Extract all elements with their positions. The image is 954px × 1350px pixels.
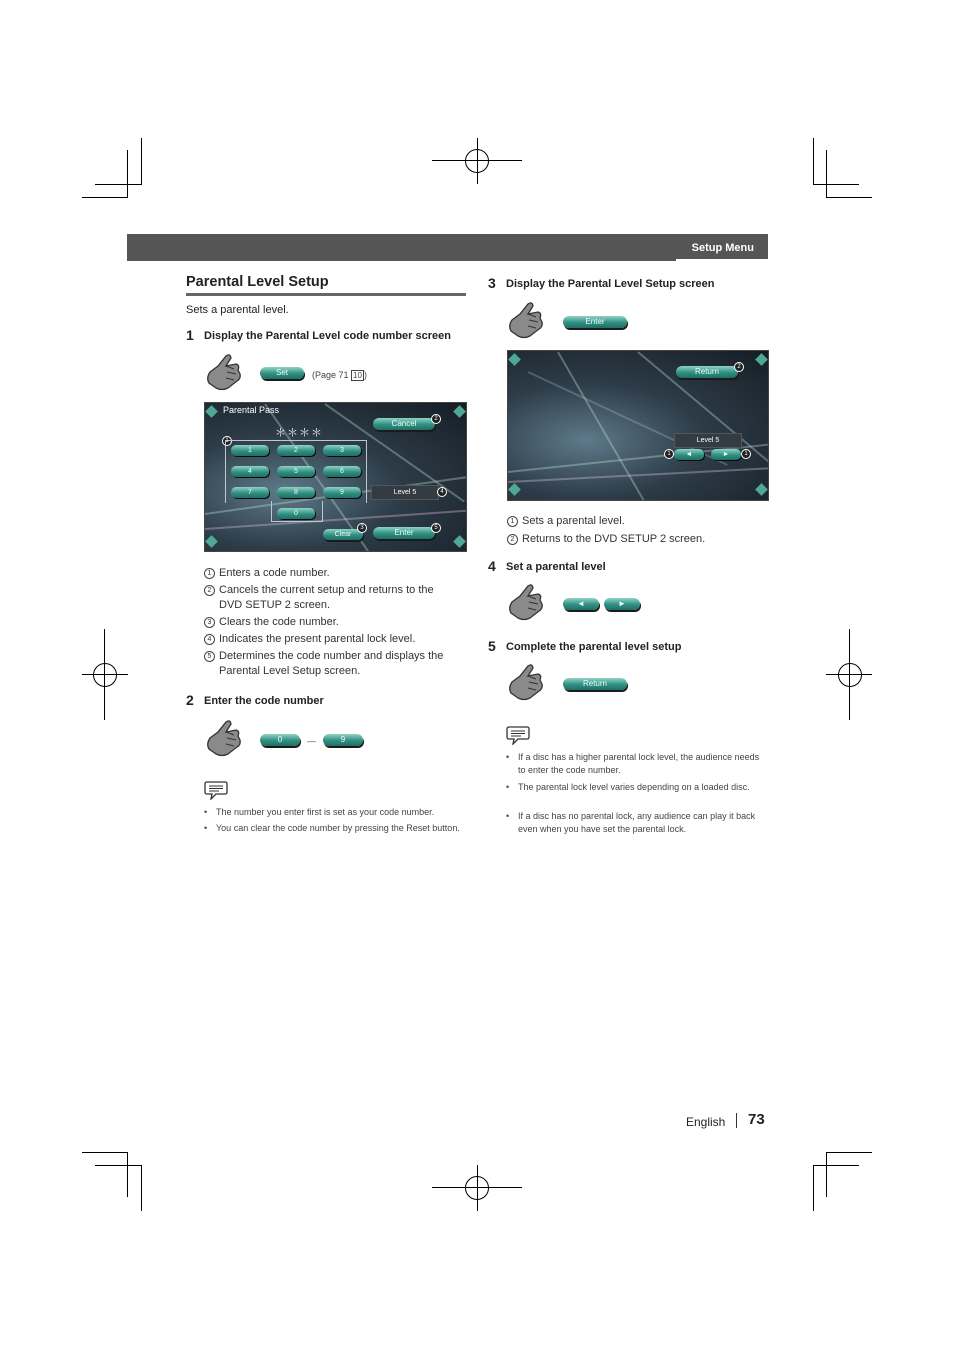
header-underline: [676, 259, 768, 261]
description-item: [204, 664, 466, 679]
description-item: [507, 532, 769, 547]
corner-marker-icon: [453, 535, 466, 548]
description-text: Indicates the present parental lock level.: [219, 633, 416, 645]
return-button[interactable]: Return: [676, 366, 738, 378]
note-text: The parental lock level varies depending on a loaded disc.: [518, 782, 750, 792]
step-number: 3: [488, 275, 496, 291]
keypad-key-4[interactable]: 4: [231, 466, 269, 477]
screen2-description: [507, 514, 769, 547]
parental-pass-screen: [204, 402, 467, 552]
description-text: Enters a code number.: [219, 567, 330, 579]
hand-touch-icon: [506, 582, 546, 622]
keypad-key-6[interactable]: 6: [323, 466, 361, 477]
crop-mark: [813, 1165, 859, 1166]
step-number: 5: [488, 638, 496, 654]
description-text: Determines the code number and displays the: [219, 650, 444, 662]
description-text: Clears the code number.: [219, 616, 339, 628]
step-heading: Display the Parental Level Setup screen: [506, 278, 715, 290]
step-number: 4: [488, 558, 496, 574]
corner-marker-icon: [453, 405, 466, 418]
note-icon: [204, 780, 228, 800]
step-heading: Display the Parental Level code number screen: [204, 330, 451, 342]
step-number: 2: [186, 692, 194, 708]
description-text: DVD SETUP 2 screen.: [219, 599, 331, 611]
enter-button[interactable]: Enter: [563, 316, 627, 328]
step-heading: Complete the parental level setup: [506, 641, 682, 653]
crop-mark: [813, 1165, 814, 1211]
corner-marker-icon: [205, 535, 218, 548]
callout-badge: 3: [357, 523, 367, 533]
enter-button[interactable]: Enter: [373, 527, 435, 539]
item-number-badge: 2: [204, 585, 215, 596]
keypad-key-1[interactable]: 1: [231, 445, 269, 456]
item-number-badge: 4: [204, 634, 215, 645]
item-number-badge: 5: [204, 651, 215, 662]
registration-mark-icon: [465, 1176, 489, 1200]
crop-mark: [127, 1152, 128, 1197]
registration-mark-icon: [93, 663, 117, 687]
note-text: You can clear the code number by pressing the Reset button.: [216, 823, 460, 833]
corner-marker-icon: [508, 483, 521, 496]
header-title: Setup Menu: [691, 242, 754, 254]
step-heading: Enter the code number: [204, 695, 324, 707]
crop-mark: [95, 1165, 141, 1166]
callout-badge: 4: [437, 487, 447, 497]
description-item: [204, 649, 466, 664]
hand-touch-icon: [204, 352, 244, 392]
page-number: 73: [748, 1111, 765, 1128]
keypad-key-5[interactable]: 5: [277, 466, 315, 477]
description-item: [204, 615, 466, 630]
level-up-button[interactable]: ►: [604, 598, 640, 610]
keypad-key-0[interactable]: 0: [277, 508, 315, 519]
parental-level-setup-screen: [507, 350, 769, 501]
page-reference-box: 10: [353, 371, 362, 380]
description-item: [204, 566, 466, 581]
keypad-key-7[interactable]: 7: [231, 487, 269, 498]
keypad-key-9-button[interactable]: 9: [323, 734, 363, 746]
note-icon: [506, 725, 530, 745]
description-text: Cancels the current setup and returns to the: [219, 584, 434, 596]
step-number: 1: [186, 327, 194, 343]
bullet-mark: •: [506, 782, 510, 792]
footer-language: English: [686, 1115, 726, 1129]
keypad-key-0-button[interactable]: 0: [260, 734, 300, 746]
item-number-badge: 1: [204, 568, 215, 579]
section-title: Parental Level Setup: [186, 274, 466, 296]
cancel-button[interactable]: Cancel: [373, 418, 435, 430]
callout-badge: 1: [741, 449, 751, 459]
level-indicator: Level 5: [371, 485, 439, 500]
section-header-bar: [127, 234, 768, 261]
description-text: Returns to the DVD SETUP 2 screen.: [522, 533, 706, 545]
page-reference-suffix: ): [363, 370, 367, 380]
crop-mark: [82, 197, 128, 198]
bullet-mark: •: [506, 811, 510, 821]
description-item: [204, 583, 466, 598]
bullet-mark: •: [204, 807, 208, 817]
corner-marker-icon: [508, 353, 521, 366]
crop-mark: [826, 150, 827, 198]
bullet-mark: •: [204, 823, 208, 833]
level-down-button[interactable]: ◄: [674, 449, 704, 460]
callout-badge: 1: [664, 449, 674, 459]
crop-mark: [813, 184, 859, 185]
corner-marker-icon: [205, 405, 218, 418]
note-text: If a disc has a higher parental lock level, the audience needs to enter the code number.: [518, 752, 760, 775]
description-item: [204, 632, 466, 647]
crop-mark: [127, 150, 128, 198]
level-down-button[interactable]: ◄: [563, 598, 599, 610]
callout-badge: 2: [431, 414, 441, 424]
hand-touch-icon: [506, 662, 546, 702]
registration-mark-icon: [838, 663, 862, 687]
item-number-badge: 1: [507, 516, 518, 527]
range-dash: —: [307, 736, 316, 746]
section-intro: Sets a parental level.: [186, 304, 289, 316]
keypad-key-9[interactable]: 9: [323, 487, 361, 498]
corner-marker-icon: [755, 353, 768, 366]
level-indicator: Level 5: [674, 433, 742, 448]
crop-mark: [95, 184, 141, 185]
crop-mark: [141, 138, 142, 185]
keypad-key-2[interactable]: 2: [277, 445, 315, 456]
corner-marker-icon: [755, 483, 768, 496]
note-text: If a disc has no parental lock, any audience can play it back even when you have set the parental lock.: [518, 811, 756, 834]
item-number-badge: 3: [204, 617, 215, 628]
callout-badge: 1: [222, 436, 232, 446]
note-text: The number you enter first is set as your code number.: [216, 807, 435, 817]
screen1-description: [204, 566, 466, 679]
clear-button[interactable]: Clear: [323, 529, 363, 540]
keypad-key-8[interactable]: 8: [277, 487, 315, 498]
screen-title: Parental Pass: [223, 405, 280, 415]
item-number-badge: 2: [507, 534, 518, 545]
footer-divider: [736, 1113, 737, 1128]
code-display: ＊＊＊＊: [275, 427, 323, 439]
crop-mark: [82, 1152, 128, 1153]
callout-badge: 5: [431, 523, 441, 533]
bullet-mark: •: [506, 752, 510, 762]
page-reference-prefix: (Page 71: [312, 370, 349, 380]
crop-mark: [813, 138, 814, 185]
page-reference: [312, 370, 367, 381]
step-heading: Set a parental level: [506, 561, 606, 573]
description-text: Sets a parental level.: [522, 515, 625, 527]
hand-touch-icon: [506, 300, 546, 340]
description-item: [507, 514, 769, 529]
description-text: Parental Level Setup screen.: [219, 665, 361, 677]
keypad-key-3[interactable]: 3: [323, 445, 361, 456]
description-item: [204, 598, 466, 613]
callout-badge: 2: [734, 362, 744, 372]
registration-mark-icon: [465, 149, 489, 173]
crop-mark: [826, 1152, 827, 1197]
set-button[interactable]: Set: [260, 367, 304, 379]
crop-mark: [826, 1152, 872, 1153]
level-up-button[interactable]: ►: [711, 449, 741, 460]
crop-mark: [141, 1165, 142, 1211]
crop-mark: [826, 197, 872, 198]
return-button[interactable]: Return: [563, 678, 627, 690]
hand-touch-icon: [204, 718, 244, 758]
